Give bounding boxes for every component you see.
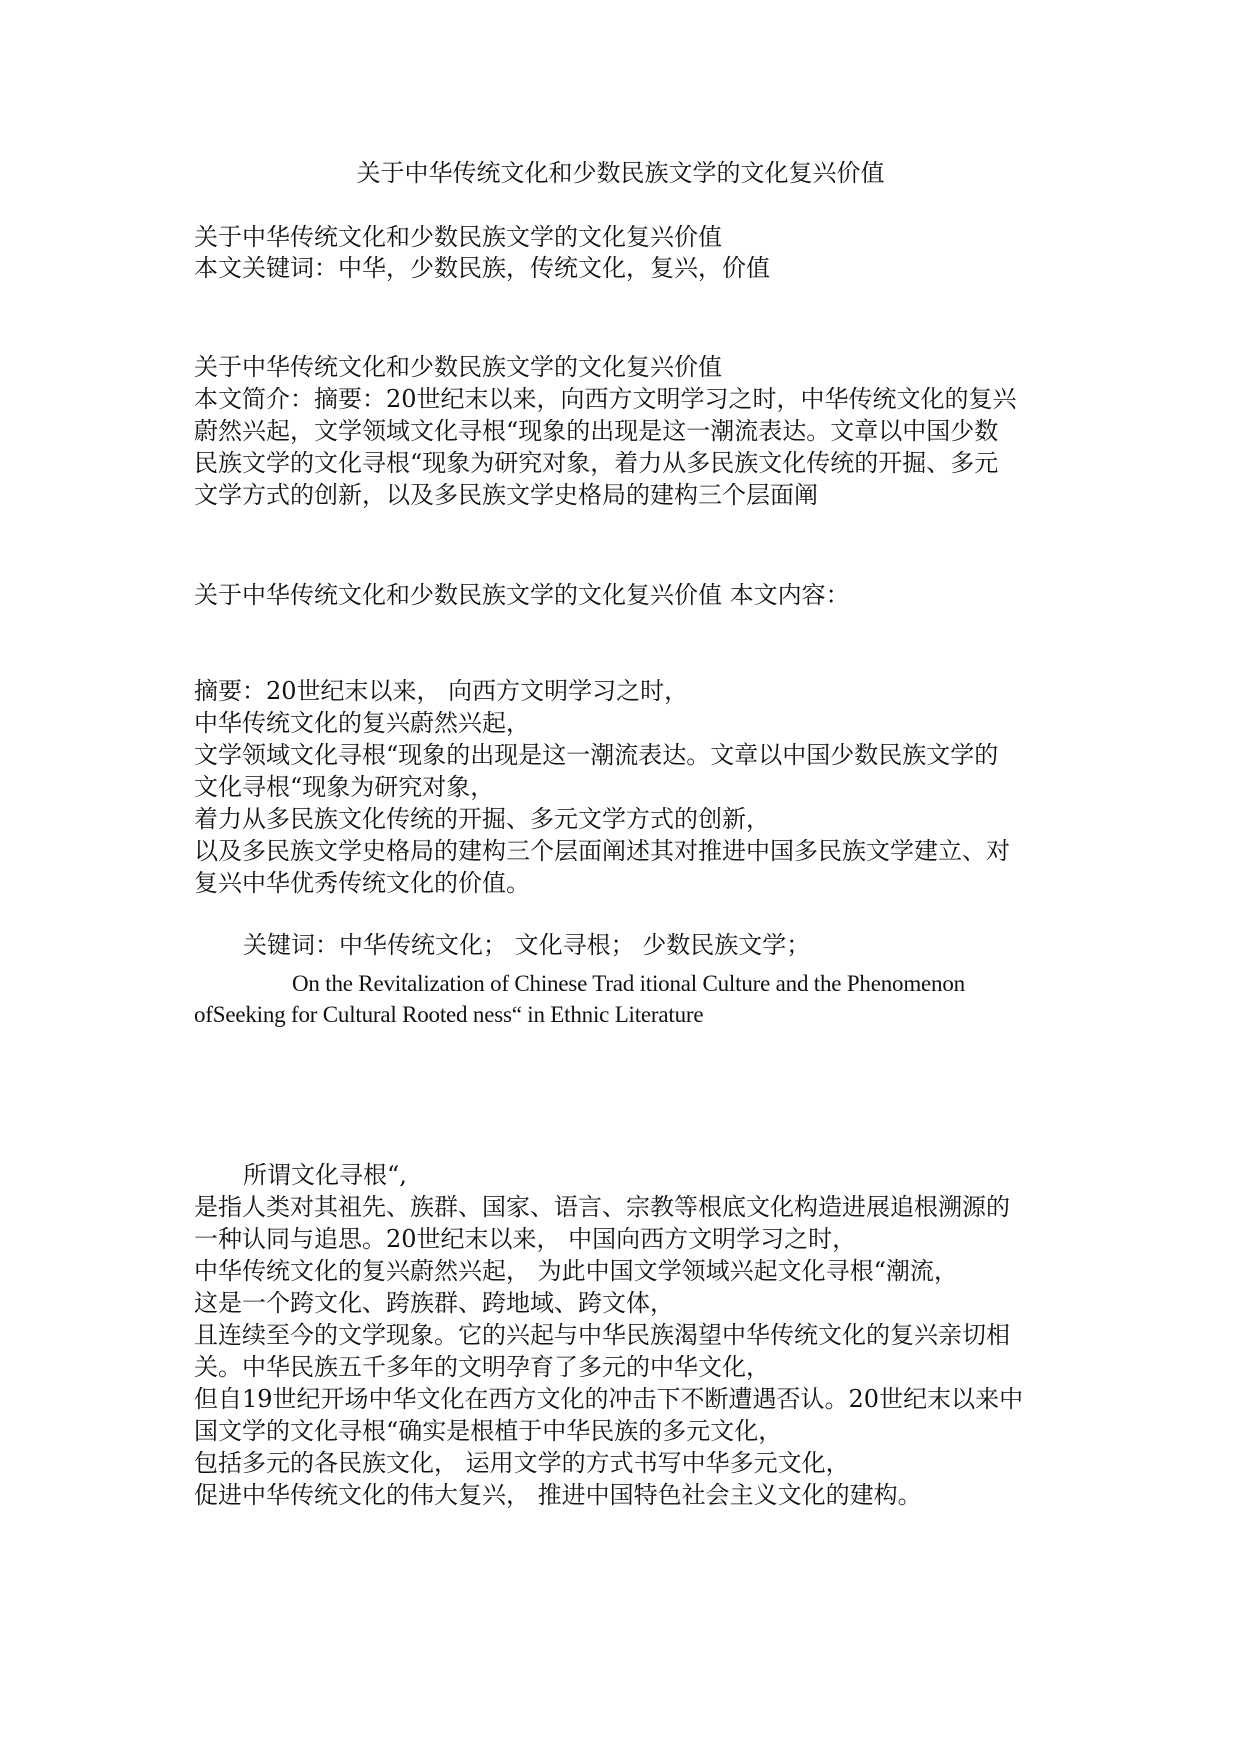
intro-line: 本文简介：摘要：20世纪末以来，向西方文明学习之时，中华传统文化的复兴 bbox=[194, 385, 1017, 413]
intro-line: 蔚然兴起，文学领域文化寻根“现象的出现是这一潮流表达。文章以中国少数 bbox=[194, 417, 999, 445]
abstract-line: 着力从多民族文化传统的开掘、多元文学方式的创新， bbox=[194, 805, 770, 833]
content-heading: 关于中华传统文化和少数民族文学的文化复兴价值 本文内容： bbox=[194, 581, 850, 609]
abstract-line: 摘要：20世纪末以来， 向西方文明学习之时， bbox=[194, 677, 689, 705]
abstract-line: 复兴中华优秀传统文化的价值。 bbox=[194, 869, 530, 897]
body-line: 促进中华传统文化的伟大复兴， 推进中国特色社会主义文化的建构。 bbox=[194, 1481, 922, 1509]
abstract-line: 文学领域文化寻根“现象的出现是这一潮流表达。文章以中国少数民族文学的 bbox=[194, 741, 999, 769]
body-line: 一种认同与追思。20世纪末以来， 中国向西方文明学习之时， bbox=[194, 1225, 857, 1253]
abstract-line: 文化寻根“现象为研究对象， bbox=[194, 773, 495, 801]
keywords-cn: 关键词：中华传统文化； 文化寻根； 少数民族文学； bbox=[243, 931, 811, 959]
body-line: 关。中华民族五千多年的文明孕育了多元的中华文化， bbox=[194, 1353, 770, 1381]
body-line: 是指人类对其祖先、族群、国家、语言、宗教等根底文化构造进展追根溯源的 bbox=[194, 1193, 1010, 1221]
header-title-repeat: 关于中华传统文化和少数民族文学的文化复兴价值 bbox=[194, 223, 722, 251]
english-title-line: On the Revitalization of Chinese Trad itional Culture and the Phenomenon bbox=[292, 971, 965, 996]
abstract-line: 以及多民族文学史格局的建构三个层面阐述其对推进中国多民族文学建立、对 bbox=[194, 837, 1010, 865]
body-line: 所谓文化寻根“, bbox=[243, 1161, 407, 1189]
intro-title-repeat: 关于中华传统文化和少数民族文学的文化复兴价值 bbox=[194, 353, 722, 381]
body-line: 这是一个跨文化、跨族群、跨地域、跨文体， bbox=[194, 1289, 674, 1317]
abstract-line: 中华传统文化的复兴蔚然兴起， bbox=[194, 709, 530, 737]
body-line: 但自19世纪开场中华文化在西方文化的冲击下不断遭遇否认。20世纪末以来中 bbox=[194, 1385, 1024, 1413]
english-title-line: ofSeeking for Cultural Rooted ness“ in Ethnic Literature bbox=[194, 1002, 704, 1027]
document-title: 关于中华传统文化和少数民族文学的文化复兴价值 bbox=[356, 159, 885, 187]
header-keywords-line: 本文关键词：中华，少数民族，传统文化，复兴，价值 bbox=[194, 254, 770, 282]
intro-line: 文学方式的创新，以及多民族文学史格局的建构三个层面阐 bbox=[194, 481, 818, 509]
body-line: 国文学的文化寻根“确实是根植于中华民族的多元文化， bbox=[194, 1417, 783, 1445]
body-line: 包括多元的各民族文化， 运用文学的方式书写中华多元文化， bbox=[194, 1449, 850, 1477]
body-line: 中华传统文化的复兴蔚然兴起， 为此中国文学领域兴起文化寻根“潮流， bbox=[194, 1257, 958, 1285]
intro-line: 民族文学的文化寻根“现象为研究对象，着力从多民族文化传统的开掘、多元 bbox=[194, 449, 999, 477]
body-line: 且连续至今的文学现象。它的兴起与中华民族渴望中华传统文化的复兴亲切相 bbox=[194, 1321, 1010, 1349]
